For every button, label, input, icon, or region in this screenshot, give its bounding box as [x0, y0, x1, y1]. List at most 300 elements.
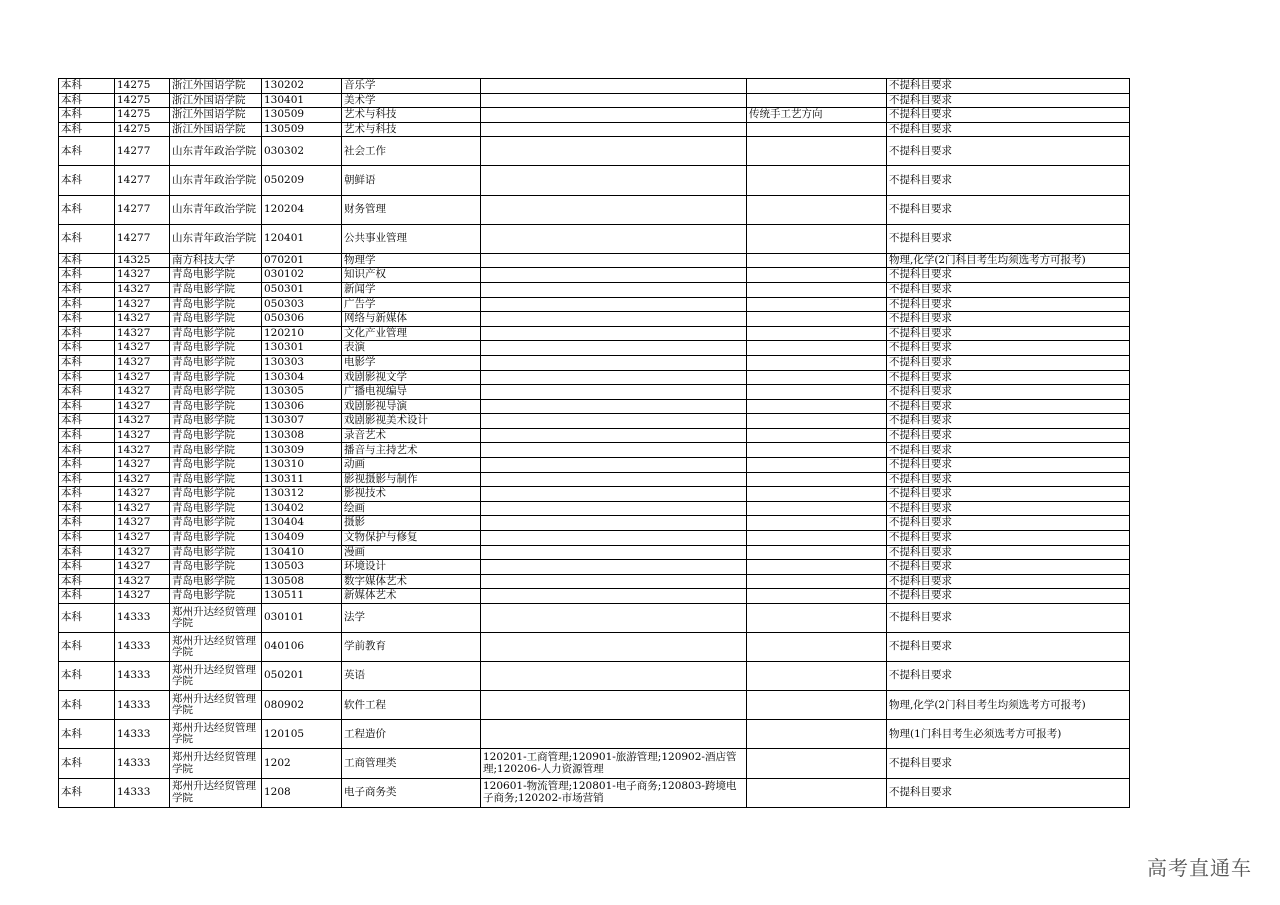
subject-requirement-cell: 不提科目要求 [887, 458, 1130, 473]
school-code-cell: 14327 [115, 370, 170, 385]
major-note-cell [747, 443, 887, 458]
major-name-cell: 广播电视编导 [342, 385, 481, 400]
major-includes-cell [481, 108, 747, 123]
major-code-cell: 040106 [262, 633, 342, 662]
level-cell: 本科 [59, 516, 115, 531]
school-name-cell: 青岛电影学院 [170, 355, 262, 370]
subject-requirement-cell: 不提科目要求 [887, 662, 1130, 691]
major-name-cell: 绘画 [342, 501, 481, 516]
major-note-cell [747, 195, 887, 224]
subject-requirement-cell: 不提科目要求 [887, 122, 1130, 137]
level-cell: 本科 [59, 253, 115, 268]
major-includes-cell [481, 604, 747, 633]
school-code-cell: 14275 [115, 108, 170, 123]
major-code-cell: 070201 [262, 253, 342, 268]
subject-requirement-cell: 不提科目要求 [887, 108, 1130, 123]
major-note-cell [747, 166, 887, 195]
school-name-cell: 郑州升达经贸管理学院 [170, 691, 262, 720]
major-code-cell: 130310 [262, 458, 342, 473]
major-includes-cell [481, 545, 747, 560]
major-note-cell [747, 604, 887, 633]
school-name-cell: 青岛电影学院 [170, 574, 262, 589]
major-code-cell: 130402 [262, 501, 342, 516]
school-name-cell: 青岛电影学院 [170, 501, 262, 516]
major-code-cell: 030101 [262, 604, 342, 633]
major-includes-cell [481, 560, 747, 575]
major-note-cell [747, 93, 887, 108]
subject-requirement-cell: 物理,化学(2门科目考生均须选考方可报考) [887, 691, 1130, 720]
major-name-cell: 新闻学 [342, 282, 481, 297]
school-name-cell: 青岛电影学院 [170, 443, 262, 458]
school-name-cell: 浙江外国语学院 [170, 93, 262, 108]
school-name-cell: 山东青年政治学院 [170, 166, 262, 195]
subject-requirement-cell: 不提科目要求 [887, 399, 1130, 414]
table-row [59, 268, 1130, 283]
major-code-cell: 050301 [262, 282, 342, 297]
major-code-cell: 130401 [262, 93, 342, 108]
school-name-cell: 青岛电影学院 [170, 487, 262, 502]
level-cell: 本科 [59, 297, 115, 312]
major-name-cell: 播音与主持艺术 [342, 443, 481, 458]
level-cell: 本科 [59, 633, 115, 662]
table-row [59, 166, 1130, 195]
major-includes-cell [481, 385, 747, 400]
table-row [59, 589, 1130, 604]
major-name-cell: 艺术与科技 [342, 122, 481, 137]
major-includes-cell [481, 691, 747, 720]
table-row [59, 443, 1130, 458]
subject-requirement-cell: 不提科目要求 [887, 268, 1130, 283]
level-cell: 本科 [59, 749, 115, 778]
major-name-cell: 录音艺术 [342, 428, 481, 443]
major-note-cell [747, 399, 887, 414]
table-row [59, 633, 1130, 662]
major-note-cell [747, 326, 887, 341]
major-includes-cell [481, 414, 747, 429]
watermark-logo-text: 高考直通车 [1147, 856, 1252, 880]
major-code-cell: 120204 [262, 195, 342, 224]
major-includes-cell [481, 122, 747, 137]
school-name-cell: 青岛电影学院 [170, 282, 262, 297]
major-includes-cell [481, 662, 747, 691]
subject-requirement-cell: 不提科目要求 [887, 749, 1130, 778]
major-name-cell: 朝鲜语 [342, 166, 481, 195]
major-code-cell: 1202 [262, 749, 342, 778]
school-name-cell: 郑州升达经贸管理学院 [170, 662, 262, 691]
major-note-cell [747, 516, 887, 531]
subject-requirement-cell: 物理(1门科目考生必须选考方可报考) [887, 720, 1130, 749]
subject-requirement-cell: 不提科目要求 [887, 472, 1130, 487]
subject-requirement-cell: 不提科目要求 [887, 443, 1130, 458]
table-row [59, 487, 1130, 502]
level-cell: 本科 [59, 282, 115, 297]
major-note-cell [747, 458, 887, 473]
major-code-cell: 130304 [262, 370, 342, 385]
major-note-cell [747, 414, 887, 429]
major-code-cell: 130404 [262, 516, 342, 531]
major-name-cell: 艺术与科技 [342, 108, 481, 123]
major-code-cell: 120401 [262, 224, 342, 253]
school-name-cell: 青岛电影学院 [170, 414, 262, 429]
subject-requirement-cell: 不提科目要求 [887, 531, 1130, 546]
school-name-cell: 青岛电影学院 [170, 531, 262, 546]
school-code-cell: 14275 [115, 122, 170, 137]
school-name-cell: 青岛电影学院 [170, 326, 262, 341]
subject-requirement-cell: 不提科目要求 [887, 633, 1130, 662]
major-includes-cell [481, 195, 747, 224]
school-name-cell: 山东青年政治学院 [170, 137, 262, 166]
major-includes-cell [481, 282, 747, 297]
school-code-cell: 14327 [115, 487, 170, 502]
major-note-cell [747, 633, 887, 662]
major-note-cell [747, 662, 887, 691]
school-code-cell: 14333 [115, 662, 170, 691]
level-cell: 本科 [59, 399, 115, 414]
school-code-cell: 14327 [115, 268, 170, 283]
major-name-cell: 社会工作 [342, 137, 481, 166]
subject-requirement-cell: 不提科目要求 [887, 589, 1130, 604]
school-code-cell: 14327 [115, 312, 170, 327]
table-row [59, 195, 1130, 224]
major-code-cell: 130305 [262, 385, 342, 400]
level-cell: 本科 [59, 312, 115, 327]
school-name-cell: 郑州升达经贸管理学院 [170, 604, 262, 633]
major-name-cell: 戏剧影视文学 [342, 370, 481, 385]
subject-requirement-cell: 不提科目要求 [887, 501, 1130, 516]
subject-requirement-cell: 不提科目要求 [887, 385, 1130, 400]
subject-requirement-cell: 不提科目要求 [887, 516, 1130, 531]
table-row [59, 399, 1130, 414]
major-name-cell: 摄影 [342, 516, 481, 531]
school-code-cell: 14277 [115, 195, 170, 224]
school-code-cell: 14327 [115, 560, 170, 575]
level-cell: 本科 [59, 472, 115, 487]
school-code-cell: 14333 [115, 633, 170, 662]
subject-requirement-cell: 不提科目要求 [887, 282, 1130, 297]
major-code-cell: 130202 [262, 79, 342, 94]
major-code-cell: 050201 [262, 662, 342, 691]
school-code-cell: 14325 [115, 253, 170, 268]
major-name-cell: 音乐学 [342, 79, 481, 94]
level-cell: 本科 [59, 224, 115, 253]
major-note-cell [747, 370, 887, 385]
school-name-cell: 青岛电影学院 [170, 341, 262, 356]
major-includes-cell: 120601-物流管理;120801-电子商务;120803-跨境电子商务;120202-市场营销 [481, 778, 747, 807]
level-cell: 本科 [59, 79, 115, 94]
major-code-cell: 130509 [262, 122, 342, 137]
major-includes-cell [481, 326, 747, 341]
school-name-cell: 青岛电影学院 [170, 472, 262, 487]
major-name-cell: 文化产业管理 [342, 326, 481, 341]
major-includes-cell [481, 166, 747, 195]
major-code-cell: 120105 [262, 720, 342, 749]
school-name-cell: 郑州升达经贸管理学院 [170, 633, 262, 662]
school-code-cell: 14327 [115, 574, 170, 589]
major-note-cell [747, 428, 887, 443]
subject-requirement-cell: 不提科目要求 [887, 428, 1130, 443]
subject-requirement-cell: 不提科目要求 [887, 79, 1130, 94]
major-note-cell [747, 545, 887, 560]
level-cell: 本科 [59, 589, 115, 604]
school-name-cell: 青岛电影学院 [170, 399, 262, 414]
subject-requirement-cell: 不提科目要求 [887, 355, 1130, 370]
major-note-cell [747, 355, 887, 370]
major-includes-cell [481, 399, 747, 414]
table-row [59, 531, 1130, 546]
major-code-cell: 130303 [262, 355, 342, 370]
school-code-cell: 14333 [115, 720, 170, 749]
table-body [59, 79, 1130, 808]
table-row [59, 414, 1130, 429]
subject-requirement-cell: 不提科目要求 [887, 137, 1130, 166]
major-includes-cell [481, 589, 747, 604]
school-name-cell: 青岛电影学院 [170, 385, 262, 400]
level-cell: 本科 [59, 370, 115, 385]
table-row [59, 662, 1130, 691]
subject-requirement-cell: 不提科目要求 [887, 195, 1130, 224]
major-includes-cell [481, 531, 747, 546]
major-includes-cell [481, 297, 747, 312]
major-includes-cell [481, 428, 747, 443]
major-name-cell: 学前教育 [342, 633, 481, 662]
school-name-cell: 郑州升达经贸管理学院 [170, 720, 262, 749]
school-code-cell: 14333 [115, 778, 170, 807]
school-name-cell: 山东青年政治学院 [170, 195, 262, 224]
level-cell: 本科 [59, 122, 115, 137]
major-includes-cell [481, 501, 747, 516]
level-cell: 本科 [59, 443, 115, 458]
major-name-cell: 知识产权 [342, 268, 481, 283]
major-name-cell: 英语 [342, 662, 481, 691]
subject-requirement-cell: 不提科目要求 [887, 166, 1130, 195]
level-cell: 本科 [59, 137, 115, 166]
major-name-cell: 法学 [342, 604, 481, 633]
major-note-cell [747, 312, 887, 327]
major-name-cell: 漫画 [342, 545, 481, 560]
major-note-cell [747, 560, 887, 575]
major-name-cell: 文物保护与修复 [342, 531, 481, 546]
level-cell: 本科 [59, 166, 115, 195]
major-note-cell [747, 691, 887, 720]
school-code-cell: 14327 [115, 589, 170, 604]
table-row [59, 370, 1130, 385]
school-name-cell: 青岛电影学院 [170, 312, 262, 327]
major-code-cell: 050306 [262, 312, 342, 327]
school-code-cell: 14277 [115, 224, 170, 253]
level-cell: 本科 [59, 604, 115, 633]
major-code-cell: 130410 [262, 545, 342, 560]
table-row [59, 355, 1130, 370]
major-name-cell: 动画 [342, 458, 481, 473]
major-name-cell: 财务管理 [342, 195, 481, 224]
school-code-cell: 14327 [115, 501, 170, 516]
school-name-cell: 青岛电影学院 [170, 589, 262, 604]
subject-requirement-cell: 不提科目要求 [887, 414, 1130, 429]
level-cell: 本科 [59, 428, 115, 443]
major-includes-cell [481, 516, 747, 531]
major-note-cell [747, 749, 887, 778]
table-row [59, 341, 1130, 356]
table-row [59, 312, 1130, 327]
major-note-cell [747, 574, 887, 589]
major-includes-cell [481, 458, 747, 473]
major-code-cell: 130511 [262, 589, 342, 604]
school-code-cell: 14333 [115, 749, 170, 778]
level-cell: 本科 [59, 458, 115, 473]
major-code-cell: 130509 [262, 108, 342, 123]
table-row [59, 604, 1130, 633]
major-code-cell: 030102 [262, 268, 342, 283]
major-code-cell: 130306 [262, 399, 342, 414]
major-includes-cell [481, 443, 747, 458]
school-code-cell: 14327 [115, 355, 170, 370]
major-name-cell: 新媒体艺术 [342, 589, 481, 604]
school-code-cell: 14327 [115, 545, 170, 560]
major-name-cell: 工程造价 [342, 720, 481, 749]
major-name-cell: 电子商务类 [342, 778, 481, 807]
major-includes-cell [481, 720, 747, 749]
school-code-cell: 14275 [115, 93, 170, 108]
major-note-cell [747, 122, 887, 137]
major-note-cell [747, 268, 887, 283]
school-name-cell: 郑州升达经贸管理学院 [170, 778, 262, 807]
table-row [59, 501, 1130, 516]
table-row [59, 691, 1130, 720]
school-name-cell: 青岛电影学院 [170, 268, 262, 283]
major-name-cell: 公共事业管理 [342, 224, 481, 253]
major-name-cell: 美术学 [342, 93, 481, 108]
school-name-cell: 青岛电影学院 [170, 297, 262, 312]
major-includes-cell [481, 487, 747, 502]
major-name-cell: 戏剧影视导演 [342, 399, 481, 414]
school-name-cell: 青岛电影学院 [170, 370, 262, 385]
table-row [59, 297, 1130, 312]
major-name-cell: 软件工程 [342, 691, 481, 720]
school-name-cell: 山东青年政治学院 [170, 224, 262, 253]
subject-requirement-cell: 物理,化学(2门科目考生均须选考方可报考) [887, 253, 1130, 268]
major-name-cell: 电影学 [342, 355, 481, 370]
major-code-cell: 130311 [262, 472, 342, 487]
major-includes-cell [481, 472, 747, 487]
school-code-cell: 14333 [115, 604, 170, 633]
subject-requirement-cell: 不提科目要求 [887, 560, 1130, 575]
level-cell: 本科 [59, 560, 115, 575]
major-note-cell [747, 531, 887, 546]
level-cell: 本科 [59, 414, 115, 429]
major-code-cell: 120210 [262, 326, 342, 341]
major-includes-cell [481, 312, 747, 327]
major-includes-cell [481, 224, 747, 253]
level-cell: 本科 [59, 93, 115, 108]
major-note-cell [747, 282, 887, 297]
school-name-cell: 浙江外国语学院 [170, 79, 262, 94]
major-code-cell: 130503 [262, 560, 342, 575]
school-code-cell: 14327 [115, 472, 170, 487]
subject-requirement-cell: 不提科目要求 [887, 312, 1130, 327]
major-note-cell [747, 137, 887, 166]
school-code-cell: 14327 [115, 516, 170, 531]
level-cell: 本科 [59, 108, 115, 123]
table-row [59, 472, 1130, 487]
table-row [59, 720, 1130, 749]
table-row [59, 79, 1130, 94]
table-row [59, 282, 1130, 297]
level-cell: 本科 [59, 531, 115, 546]
major-includes-cell [481, 355, 747, 370]
major-note-cell [747, 79, 887, 94]
school-code-cell: 14327 [115, 385, 170, 400]
major-code-cell: 1208 [262, 778, 342, 807]
school-code-cell: 14327 [115, 458, 170, 473]
major-code-cell: 130308 [262, 428, 342, 443]
subject-requirement-cell: 不提科目要求 [887, 326, 1130, 341]
table-row [59, 560, 1130, 575]
table-row [59, 224, 1130, 253]
school-code-cell: 14327 [115, 341, 170, 356]
level-cell: 本科 [59, 662, 115, 691]
major-name-cell: 影视摄影与制作 [342, 472, 481, 487]
table-row [59, 516, 1130, 531]
school-code-cell: 14327 [115, 531, 170, 546]
major-note-cell [747, 472, 887, 487]
table-row [59, 749, 1130, 778]
table-row [59, 458, 1130, 473]
level-cell: 本科 [59, 487, 115, 502]
major-includes-cell [481, 79, 747, 94]
major-code-cell: 130312 [262, 487, 342, 502]
major-code-cell: 050303 [262, 297, 342, 312]
subject-requirement-cell: 不提科目要求 [887, 604, 1130, 633]
major-note-cell [747, 341, 887, 356]
level-cell: 本科 [59, 268, 115, 283]
major-code-cell: 080902 [262, 691, 342, 720]
major-code-cell: 030302 [262, 137, 342, 166]
subject-requirement-cell: 不提科目要求 [887, 297, 1130, 312]
subject-requirement-cell: 不提科目要求 [887, 545, 1130, 560]
school-code-cell: 14277 [115, 166, 170, 195]
school-name-cell: 青岛电影学院 [170, 428, 262, 443]
school-code-cell: 14327 [115, 282, 170, 297]
school-name-cell: 青岛电影学院 [170, 516, 262, 531]
major-note-cell [747, 253, 887, 268]
table-row [59, 137, 1130, 166]
subject-requirement-cell: 不提科目要求 [887, 487, 1130, 502]
major-includes-cell [481, 574, 747, 589]
major-note-cell [747, 385, 887, 400]
level-cell: 本科 [59, 341, 115, 356]
school-name-cell: 青岛电影学院 [170, 560, 262, 575]
school-code-cell: 14327 [115, 428, 170, 443]
major-name-cell: 物理学 [342, 253, 481, 268]
table-row [59, 93, 1130, 108]
table-row [59, 428, 1130, 443]
school-code-cell: 14327 [115, 443, 170, 458]
major-includes-cell [481, 633, 747, 662]
major-note-cell [747, 501, 887, 516]
table-row [59, 253, 1130, 268]
level-cell: 本科 [59, 326, 115, 341]
level-cell: 本科 [59, 195, 115, 224]
major-note-cell [747, 778, 887, 807]
major-name-cell: 影视技术 [342, 487, 481, 502]
major-includes-cell [481, 253, 747, 268]
level-cell: 本科 [59, 778, 115, 807]
major-includes-cell [481, 137, 747, 166]
major-includes-cell: 120201-工商管理;120901-旅游管理;120902-酒店管理;120206-人力资源管理 [481, 749, 747, 778]
school-code-cell: 14327 [115, 414, 170, 429]
major-name-cell: 数字媒体艺术 [342, 574, 481, 589]
level-cell: 本科 [59, 545, 115, 560]
